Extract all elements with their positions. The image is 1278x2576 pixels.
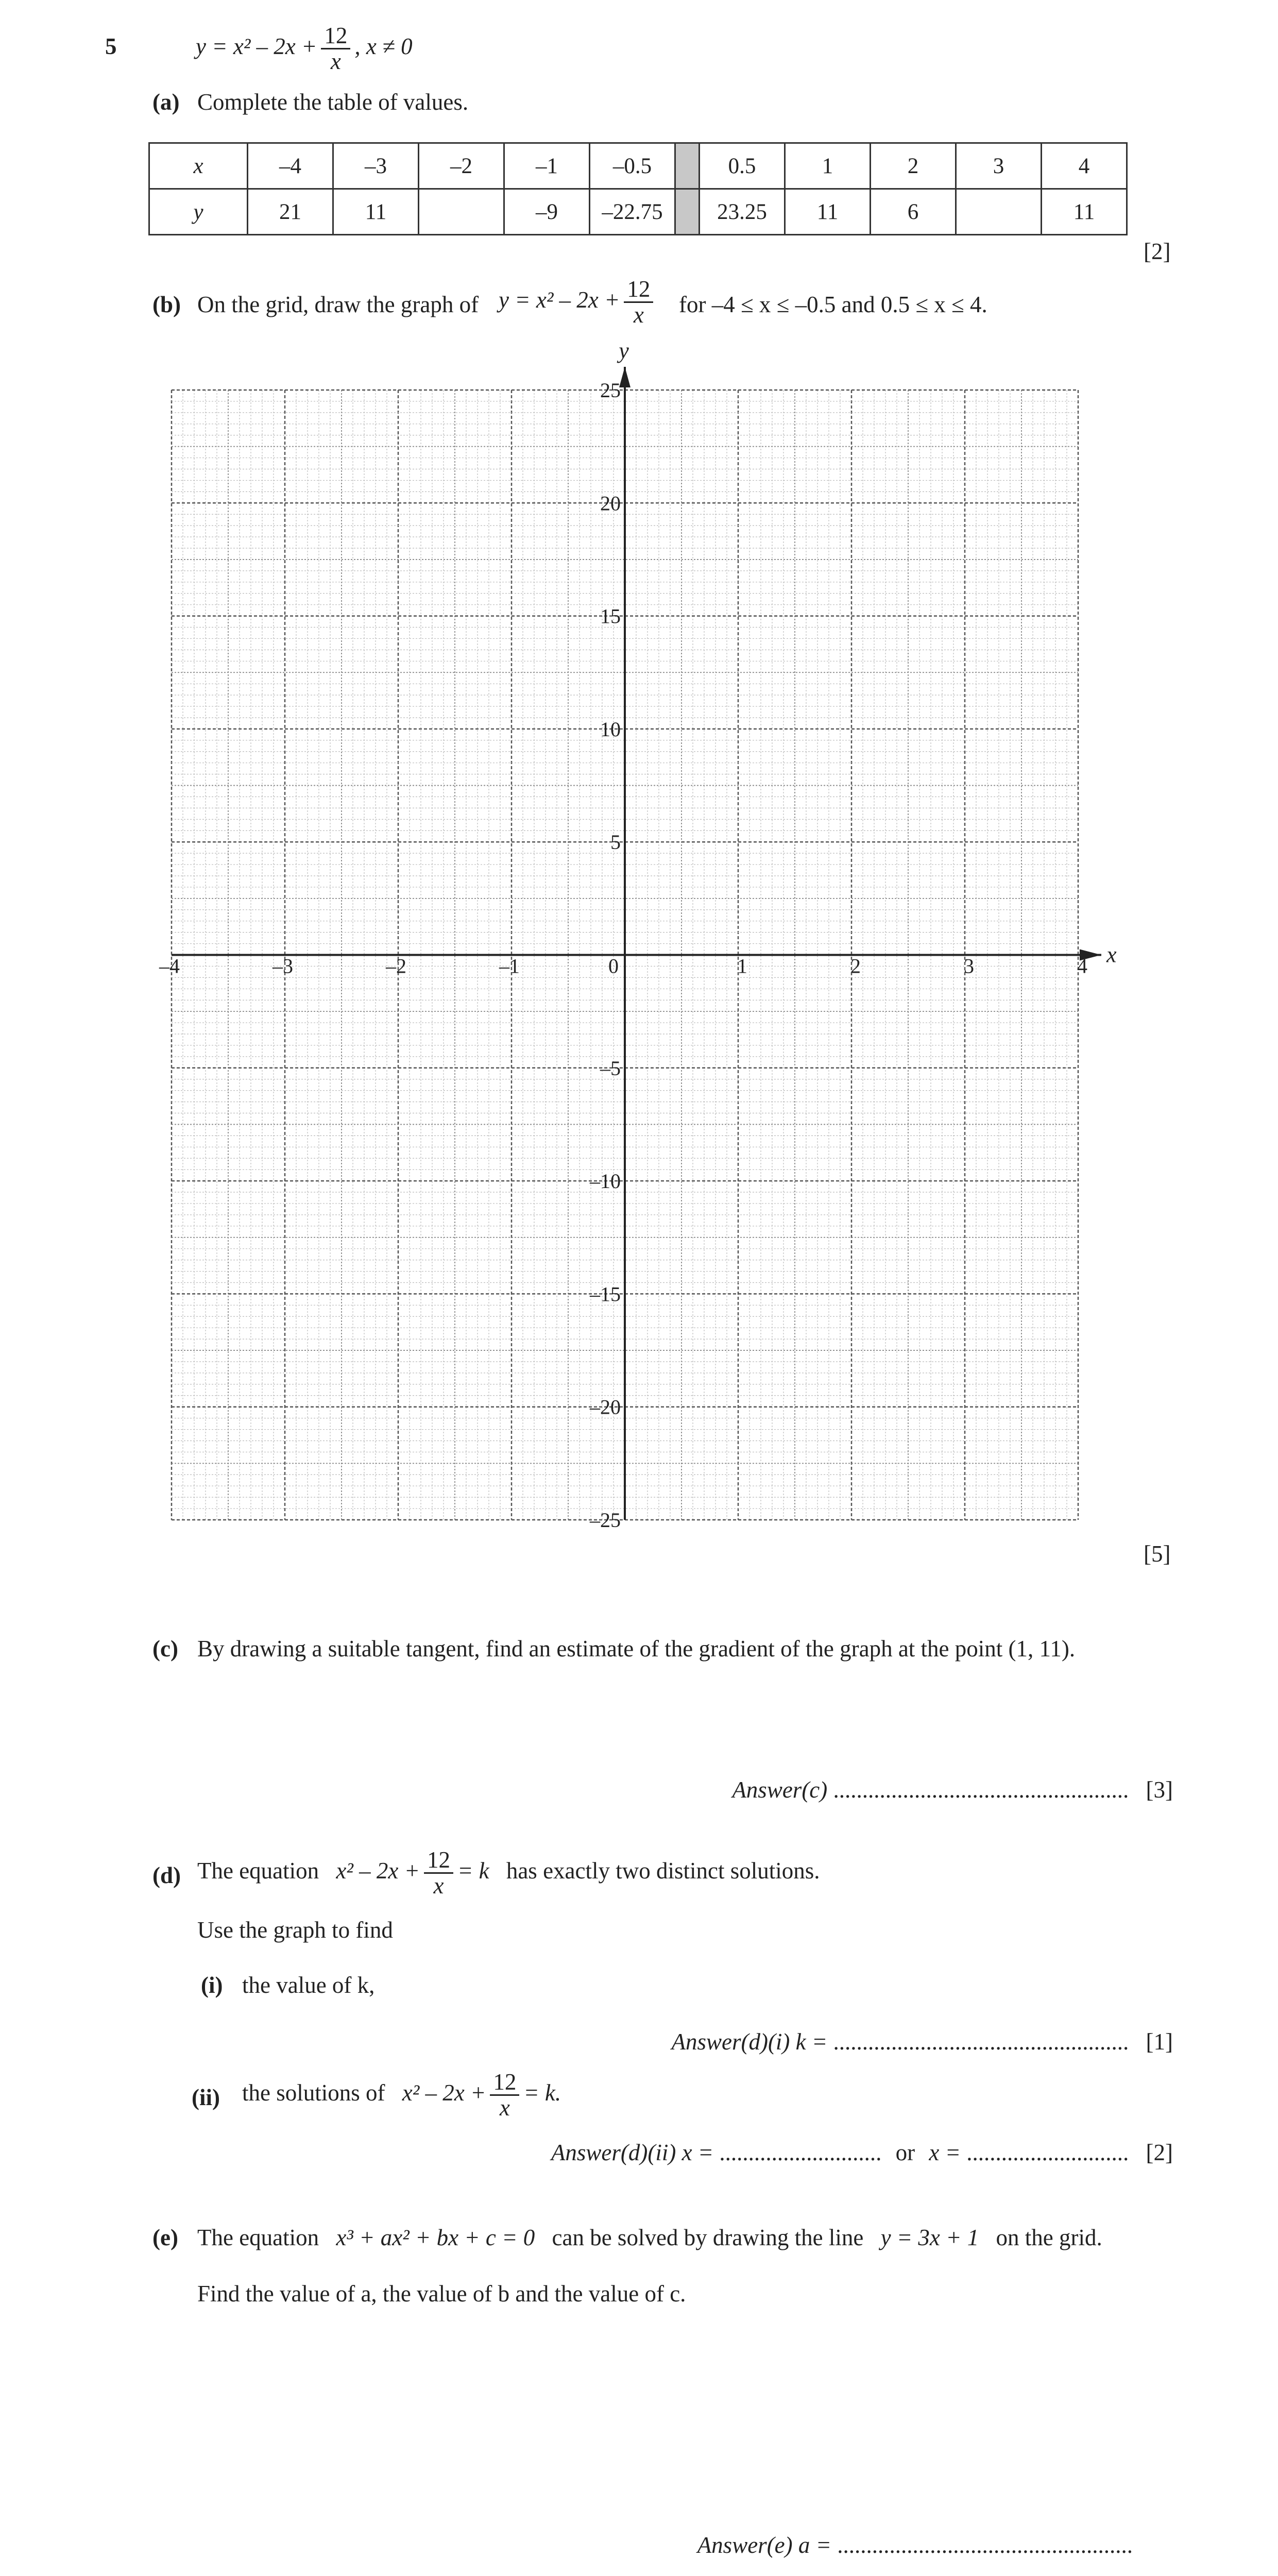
part-b-text: On the grid, draw the graph of xyxy=(197,292,479,317)
part-d-ii-answer-field-1[interactable]: ............................ xyxy=(719,2140,882,2165)
part-d-i-answer-field[interactable]: ................................................... xyxy=(833,2029,1129,2055)
table-cell: –9 xyxy=(504,189,590,235)
header-frac-den: x xyxy=(330,48,341,75)
table-cell: 11 xyxy=(785,189,871,235)
x-tick-label: 3 xyxy=(964,954,974,978)
part-d-use-graph: Use the graph to find xyxy=(197,1917,393,1943)
table-cell: –1 xyxy=(504,143,590,189)
part-d-ii-or: or xyxy=(895,2140,915,2165)
table-cell: 2 xyxy=(871,143,956,189)
question-number: 5 xyxy=(105,33,117,59)
part-e-line-equation: y = 3x + 1 xyxy=(880,2225,979,2250)
part-d-i-marks: [1] xyxy=(1146,2029,1173,2055)
y-tick-label: 15 xyxy=(600,604,621,628)
part-e-a-field[interactable]: ................................................... xyxy=(837,2532,1133,2558)
part-c-answer-label: Answer(c) xyxy=(732,1777,828,1803)
part-d-ii-frac-num: 12 xyxy=(490,2070,519,2096)
part-d-frac-num: 12 xyxy=(424,1848,453,1874)
x-tick-label: –3 xyxy=(272,954,293,978)
part-a-label: (a) xyxy=(152,89,180,115)
part-d-ii-answer-line xyxy=(551,2139,1173,2166)
part-d-label: (d) xyxy=(152,1862,181,1888)
part-d-i-answer-line xyxy=(671,2028,1173,2055)
part-b-label: (b) xyxy=(152,292,181,317)
table-cell: 0.5 xyxy=(700,143,785,189)
header-eq-tail: , x ≠ 0 xyxy=(354,33,413,60)
part-d-ii-eq-rhs: = k. xyxy=(523,2080,561,2106)
part-c-label: (c) xyxy=(152,1636,178,1662)
table-cell: 23.25 xyxy=(700,189,785,235)
part-d-statement xyxy=(197,1848,820,1899)
part-e-a-label: Answer(e) a = xyxy=(697,2532,831,2558)
y-tick-label: –20 xyxy=(590,1395,621,1419)
part-e-equation: x³ + ax² + bx + c = 0 xyxy=(336,2225,535,2250)
part-d-ii-text: the solutions of xyxy=(242,2080,385,2106)
part-d-ii-frac-den: x xyxy=(499,2095,510,2121)
table-cell: 4 xyxy=(1042,143,1127,189)
y-tick-label: –25 xyxy=(590,1509,621,1532)
header-eq-lhs: y = x² – 2x + xyxy=(196,33,317,60)
part-e-label: (e) xyxy=(152,2225,178,2250)
table-cell: –3 xyxy=(333,143,419,189)
part-e-a-answer-line xyxy=(697,2532,1133,2558)
part-e-find-text: Find the value of a, the value of b and the value of c. xyxy=(197,2281,686,2307)
part-d-ii-answer-field-2[interactable]: ............................ xyxy=(966,2140,1129,2165)
part-b-marks: [5] xyxy=(1144,1541,1171,1567)
part-d-eq-lhs: x² – 2x + xyxy=(336,1858,420,1884)
part-d-ii-marks: [2] xyxy=(1146,2140,1173,2165)
part-c-marks: [3] xyxy=(1146,1777,1173,1803)
table-cell: 21 xyxy=(248,189,333,235)
table-cell: 11 xyxy=(333,189,419,235)
part-d-i-answer-label: Answer(d)(i) k = xyxy=(671,2029,828,2055)
part-c-answer-field[interactable]: ................................................... xyxy=(833,1777,1129,1803)
part-e-text-mid: can be solved by drawing the line xyxy=(552,2225,864,2250)
table-cell: –2 xyxy=(419,143,504,189)
table-cell: 6 xyxy=(871,189,956,235)
x-tick-label: 2 xyxy=(850,954,861,978)
part-d-text-after: has exactly two distinct solutions. xyxy=(506,1858,820,1884)
part-c-answer-line xyxy=(732,1776,1173,1803)
part-d-ii-answer-label: Answer(d)(ii) x = xyxy=(551,2140,714,2165)
part-b-range: for –4 ≤ x ≤ –0.5 and 0.5 ≤ x ≤ 4. xyxy=(679,292,987,317)
part-a-text: Complete the table of values. xyxy=(197,89,469,115)
table-cell: 1 xyxy=(785,143,871,189)
x-tick-label: –4 xyxy=(159,954,180,978)
table-cell: –4 xyxy=(248,143,333,189)
row-label-y: y xyxy=(149,189,248,235)
part-d-i-text: the value of k, xyxy=(242,1972,375,1998)
part-b-frac-num: 12 xyxy=(624,277,653,303)
table-cell: –22.75 xyxy=(590,189,675,235)
part-d-ii-eq-lhs: x² – 2x + xyxy=(402,2080,486,2106)
table-cell: –0.5 xyxy=(590,143,675,189)
table-cell: 3 xyxy=(956,143,1042,189)
part-b-eq-lhs: y = x² – 2x + xyxy=(499,287,620,313)
part-c-text: By drawing a suitable tangent, find an estimate of the gradient of the graph at the point (1, 11). xyxy=(197,1636,1076,1662)
x-tick-label: 4 xyxy=(1077,954,1087,978)
part-d-text-before: The equation xyxy=(197,1858,319,1884)
part-d-i-label: (i) xyxy=(201,1972,223,1998)
y-axis-arrow xyxy=(619,367,631,387)
part-e-statement xyxy=(197,2224,1102,2251)
part-b-frac-den: x xyxy=(633,302,644,328)
row-label-x: x xyxy=(149,143,248,189)
y-tick-label: 20 xyxy=(600,492,621,515)
part-d-frac-den: x xyxy=(433,1873,444,1899)
part-d-eq-rhs: = k xyxy=(457,1858,489,1884)
table-cell: 11 xyxy=(1042,189,1127,235)
x-axis-label: x xyxy=(1106,942,1117,968)
part-d-ii-statement xyxy=(242,2070,561,2121)
part-a-marks: [2] xyxy=(1144,239,1171,264)
x-tick-label: 0 xyxy=(608,954,619,978)
y-tick-label: 25 xyxy=(600,379,621,402)
header-frac-num: 12 xyxy=(321,24,350,49)
x-tick-label: 1 xyxy=(737,954,747,978)
part-e-text-before: The equation xyxy=(197,2225,319,2250)
part-d-ii-label: (ii) xyxy=(192,2084,220,2110)
y-tick-label: 5 xyxy=(610,831,621,854)
x-tick-label: –2 xyxy=(386,954,406,978)
y-axis-label: y xyxy=(619,338,629,363)
y-tick-label: –10 xyxy=(590,1170,621,1193)
part-d-ii-x2-label: x = xyxy=(929,2140,961,2165)
y-tick-label: 10 xyxy=(600,717,621,741)
part-e-text-after: on the grid. xyxy=(996,2225,1102,2250)
x-tick-label: –1 xyxy=(499,954,520,978)
y-tick-label: –15 xyxy=(590,1282,621,1306)
y-tick-label: –5 xyxy=(600,1056,621,1080)
